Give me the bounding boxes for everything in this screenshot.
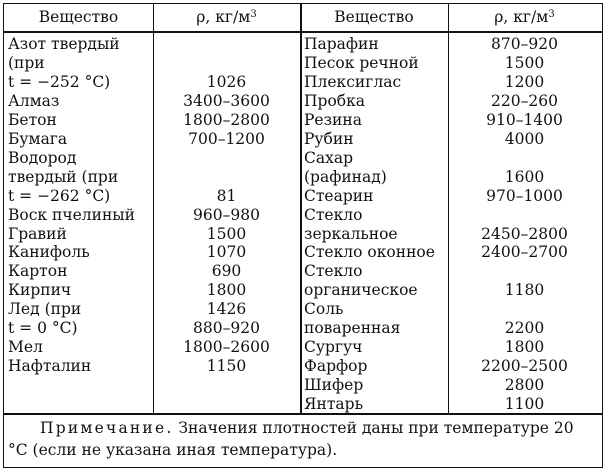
left-substance-name: Гравий (8, 224, 67, 243)
header-substance-left: Вещество (38, 8, 119, 26)
left-substance-name: Картон (8, 262, 68, 281)
right-density-value: 2400–2700 (481, 243, 568, 262)
right-substance-name: Резина (304, 110, 362, 129)
left-density-value: 1026 (206, 72, 247, 91)
left-density-value: 1070 (206, 243, 247, 262)
right-substance-name: Стекло (304, 205, 363, 224)
left-substance-name: Бетон (8, 110, 57, 129)
right-density-value: 2450–2800 (481, 224, 568, 243)
header-density-left (153, 8, 300, 27)
right-density-value: 1500 (504, 53, 545, 72)
left-substance-name: Кирпич (8, 281, 72, 300)
right-density-value: 1180 (504, 281, 545, 300)
right-density-value: 2200 (504, 319, 545, 338)
left-density-value: 3400–3600 (183, 91, 270, 110)
header-density-label: ρ, кг/м (494, 8, 549, 26)
left-density-value: 1500 (206, 224, 247, 243)
left-density-value: 81 (216, 186, 237, 205)
left-density-value: 690 (211, 262, 242, 281)
right-density-value: 970–1000 (486, 186, 563, 205)
right-substance-name: Пробка (304, 91, 366, 110)
header-divider (4, 31, 602, 33)
left-substance-name: Канифоль (8, 243, 90, 262)
table-note (8, 417, 598, 461)
right-density-value: 870–920 (491, 35, 558, 53)
right-substance-name: Фарфор (304, 357, 368, 376)
left-density-value: 1800–2600 (183, 338, 270, 357)
header-density-right (448, 8, 601, 27)
right-density-value: 1600 (504, 167, 545, 186)
left-density-value: 1800 (206, 281, 247, 300)
left-substance-name: t = −262 °C) (8, 186, 111, 205)
left-substance-name: t = −252 °C) (8, 72, 111, 91)
right-substance-name: Рубин (304, 129, 354, 148)
header-density-label: ρ, кг/м (196, 8, 251, 26)
right-substance-name: Песок речной (304, 53, 419, 72)
right-density-value: 220–260 (491, 91, 558, 110)
note-text: Значения плотностей даны при температуре 20 °C (если не указана иная температура). (8, 419, 574, 459)
right-substance-name: органическое (304, 281, 418, 300)
left-density-value: 1150 (206, 357, 247, 376)
left-substance-name: твердый (при (8, 167, 119, 186)
right-density-value: 2200–2500 (481, 357, 568, 376)
right-density-value: 1100 (504, 395, 545, 414)
right-substance-name: Сургуч (304, 338, 363, 357)
left-substance-name: Воск пчелиный (8, 205, 135, 224)
right-substance-name: Стекло (304, 262, 363, 281)
left-substance-name: Лед (при (8, 300, 82, 319)
right-density-value: 1200 (504, 72, 545, 91)
header-density-exponent: 3 (250, 9, 257, 20)
header-density-exponent: 3 (548, 9, 555, 20)
right-substance-name: (рафинад) (304, 167, 387, 186)
right-substance-name: Стекло оконное (304, 243, 435, 262)
right-substance-name: поваренная (304, 319, 401, 338)
right-substance-name: Парафин (304, 35, 379, 53)
left-substance-name: Азот твердый (8, 35, 120, 53)
right-density-value: 910–1400 (486, 110, 563, 129)
right-density-value: 1800 (504, 338, 545, 357)
left-density-value: 1426 (206, 300, 247, 319)
right-density-value: 2800 (504, 376, 545, 395)
right-substance-name: Янтарь (304, 395, 364, 414)
left-substance-name: Алмаз (8, 91, 60, 110)
left-density-value: 700–1200 (188, 129, 265, 148)
right-substance-name: Шифер (304, 376, 364, 395)
left-density-value: 960–980 (193, 205, 260, 224)
right-density-value: 4000 (504, 129, 545, 148)
left-substance-name: t = 0 °C) (8, 319, 78, 338)
left-substance-name: Нафталин (8, 357, 92, 376)
left-substance-name: Мел (8, 338, 43, 357)
density-table (3, 3, 603, 468)
left-density-value: 880–920 (193, 319, 260, 338)
right-substance-name: Соль (304, 300, 344, 319)
right-substance-name: Плексиглас (304, 72, 402, 91)
left-density-value: 1800–2800 (183, 110, 270, 129)
right-substance-name: Стеарин (304, 186, 374, 205)
right-substance-name: Сахар (304, 148, 354, 167)
left-substance-name: Водород (8, 148, 77, 167)
note-lead: Примечание. (40, 419, 174, 437)
header-substance-right: Вещество (334, 8, 414, 26)
left-substance-name: (при (8, 53, 45, 72)
column-divider (300, 4, 302, 413)
left-substance-name: Бумага (8, 129, 68, 148)
right-substance-name: зеркальное (304, 224, 398, 243)
